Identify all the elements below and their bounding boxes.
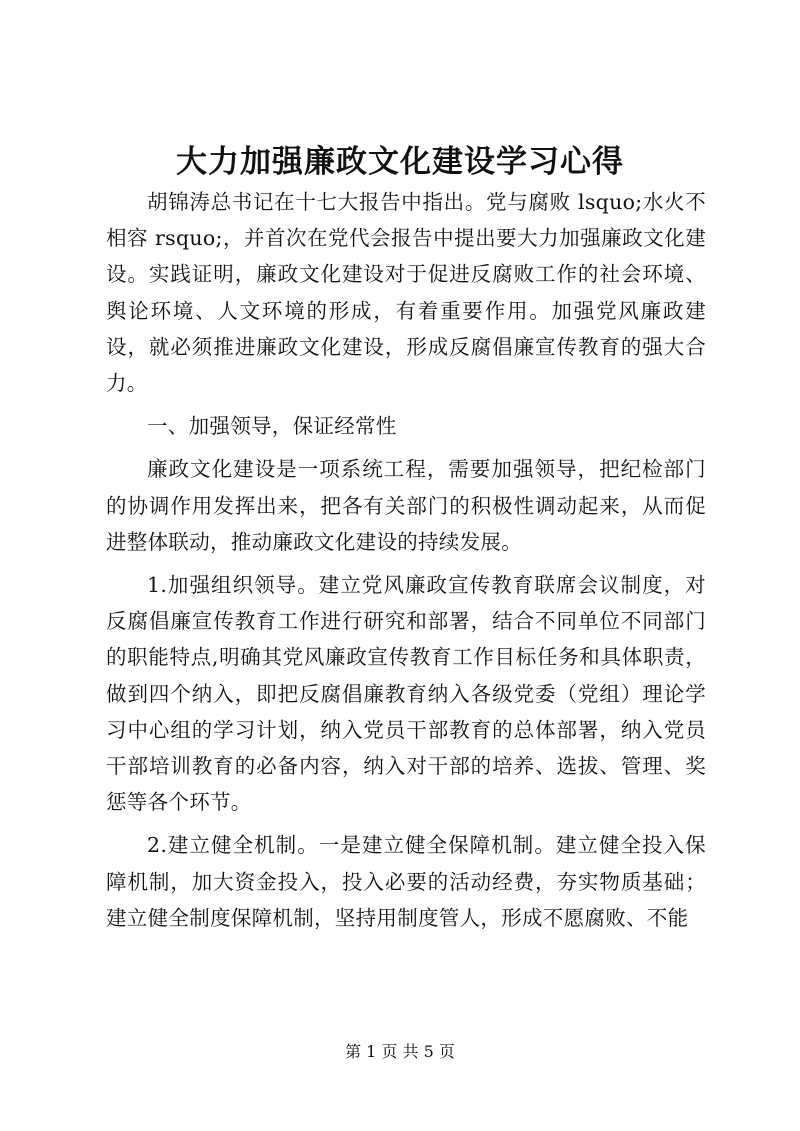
paragraph-item-1: 1.加强组织领导。建立党风廉政宣传教育联席会议制度，对反腐倡廉宣传教育工作进行研究和部署，结合不同单位不同部门的职能特点,明确其党风廉政宣传教育工作目标任务和具体职责，做到四个纳入，即把反腐倡廉教育纳入各级党委（党组）理论学习中心组的学习计划，纳入党员干部教育的总体部署，纳入党员干部培训教育的必备内容，纳入对干部的培养、选拔、管理、奖惩等各个环节。 xyxy=(106,573,706,815)
document-body xyxy=(106,184,706,936)
paragraph-section-1: 廉政文化建设是一项系统工程，需要加强领导，把纪检部门的协调作用发挥出来，把各有关部门的积极性调动起来，从而促进整体联动，推动廉政文化建设的持续发展。 xyxy=(106,457,706,554)
paragraph-item-2: 2.建立健全机制。一是建立健全保障机制。建立健全投入保障机制，加大资金投入，投入必要的活动经费，夯实物质基础；建立健全制度保障机制，坚持用制度管人，形成不愿腐败、不能 xyxy=(106,833,706,930)
section-heading-1: 一、加强领导，保证经常性 xyxy=(147,414,397,439)
document-title: 大力加强廉政文化建设学习心得 xyxy=(176,144,624,180)
paragraph-intro: 胡锦涛总书记在十七大报告中指出。党与腐败 lsquo;水火不相容 rsquo;，并首次在党代会报告中提出要大力加强廉政文化建设。实践证明，廉政文化建设对于促进反腐败工作的社会环境、舆论环境、人文环境的形成，有着重要作用。加强党风廉政建设，就必须推进廉政文化建设，形成反腐倡廉宣传教育的强大合力。 xyxy=(106,190,706,396)
page-footer: 第 1 页 共 5 页 xyxy=(345,1042,455,1061)
